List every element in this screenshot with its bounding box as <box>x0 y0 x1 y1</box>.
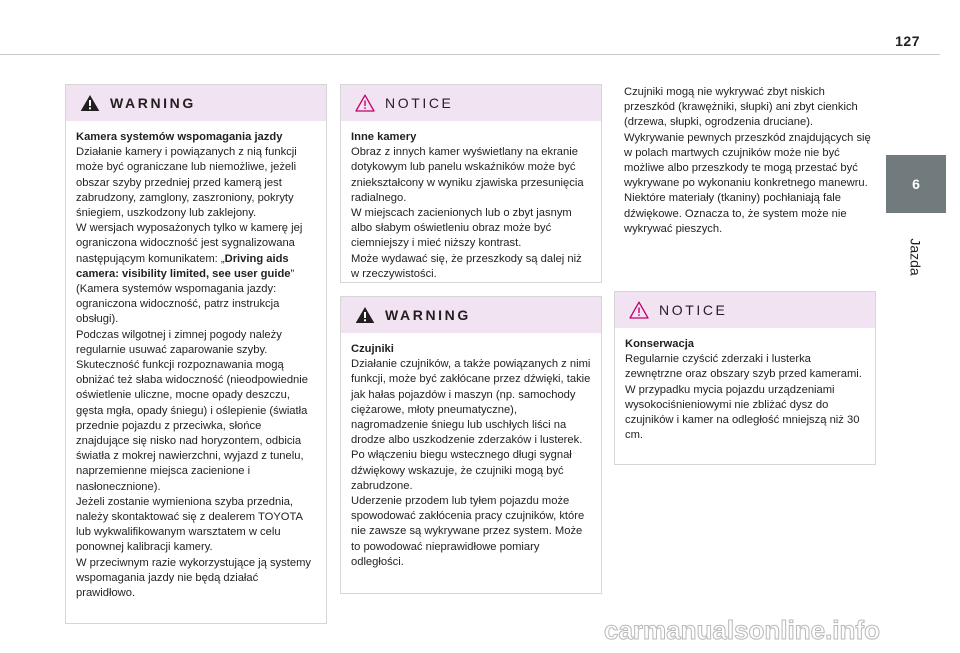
paragraph: Czujniki mogą nie wykrywać zbyt niskich przeszkód (krawężniki, słupki) ani zbyt cienkich (drzewa, słupki, ogrodzenia druciane). <box>624 86 858 129</box>
notice-box-maintenance <box>614 291 876 465</box>
warning-label: WARNING <box>385 307 471 323</box>
paragraph-text: W wersjach wyposażonych tylko w kamerę jej ograniczona widoczność jest sygnalizowana następującym komunikatem: <box>76 222 303 265</box>
notice-subtitle: Konserwacja <box>625 338 695 350</box>
warning-body <box>66 121 326 601</box>
paragraph: W przeciwnym razie wykorzystujące ją systemy wspomagania jazdy nie będą działać prawidłowo. <box>76 556 311 600</box>
warning-triangle-icon <box>80 94 100 112</box>
notice-triangle-icon <box>629 301 649 319</box>
quote-open: „ <box>220 252 225 265</box>
paragraph: W miejscach zacienionych lub o zbyt jasnym albo słabym oświetleniu obraz może być ciemniejszy i mieć niższy kontrast. <box>351 207 572 250</box>
paragraph <box>76 221 316 282</box>
warning-body <box>341 333 601 570</box>
paragraph: Niektóre materiały (tkaniny) pochłaniają fale dźwiękowe. Oznacza to, że system może nie wykrywać pieszych. <box>624 192 847 235</box>
notice-subtitle: Inne kamery <box>351 131 417 143</box>
paragraph: Regularnie czyścić zderzaki i lusterka zewnętrzne oraz obszary szyb przed kamerami. <box>625 353 862 381</box>
watermark-logo <box>600 612 930 648</box>
notice-body <box>341 121 601 282</box>
paragraph: Wykrywanie pewnych przeszkód znajdujących się w polach martwych czujników może nie być możliwe albo przeszkody te mogą przestać być wykrywane po wykonaniu konkretnego manewru. <box>624 131 871 190</box>
paragraph: Po włączeniu biegu wstecznego długi sygnał dźwiękowy wskazuje, że czujniki mogą być zabrudzone. <box>351 449 572 492</box>
paragraph: Może wydawać się, że przeszkody są dalej niż w rzeczywistości. <box>351 252 582 280</box>
notice-header <box>615 292 875 328</box>
warning-header <box>341 297 601 333</box>
paragraph: (Kamera systemów wspomagania jazdy: ograniczona widoczność, patrz instrukcja obsługi). <box>76 283 280 326</box>
page-number: 127 <box>895 33 920 49</box>
paragraph: Skuteczność funkcji rozpoznawania mogą obniżać też słaba widoczność (nieodpowiednie oświetlenie uliczne, mocne opady deszczu, gęsta mgła, opady śniegu) i oślepienie (światła przednie pojazdu z przeciwka, słońce znajdujące się nisko nad horyzontem, odbicia światła z mokrej nawierzchni, wyjazd z tunelu, naprzemienne miejsca zacienione i nasłonecznione). <box>76 359 308 493</box>
warning-box-camera <box>65 84 327 624</box>
paragraph: W przypadku mycia pojazdu urządzeniami wysokociśnieniowymi nie zbliżać dysz do czujników i kamer na odległość mniejszą niż 30 cm. <box>625 383 860 442</box>
chapter-title-text: Jazda <box>907 238 924 276</box>
warning-subtitle: Kamera systemów wspomagania jazdy <box>76 131 283 143</box>
notice-box-cameras <box>340 84 602 283</box>
chapter-number: 6 <box>912 176 920 192</box>
dashboard-message: Driving aids camera: visibility limited, see user guide <box>76 252 291 280</box>
notice-header <box>341 85 601 121</box>
paragraph: Działanie kamery i powiązanych z nią funkcji może być ograniczane lub niemożliwe, jeżeli obszar szyby przedniej przed kamerą jest zabrudzony, zamglony, zaszroniony, pokryty śniegiem, uszkodzony lub zaklejony. <box>76 146 297 220</box>
sensors-continued-text <box>624 85 876 237</box>
header-rule <box>0 54 940 55</box>
warning-triangle-icon <box>355 306 375 324</box>
paragraph: Jeżeli zostanie wymieniona szyba przednia, należy skontaktować się z dealerem TOYOTA lub wykwalifikowanym warsztatem w celu ponownej kalibracji kamery. <box>76 495 303 554</box>
watermark-text: carmanualsonline.info <box>604 615 880 645</box>
watermark <box>600 612 930 648</box>
warning-label: WARNING <box>110 95 196 111</box>
paragraph: Obraz z innych kamer wyświetlany na ekranie dotykowym lub panelu wskaźników może być zniekształcony w wyniku zjawiska przesunięcia radialnego. <box>351 146 584 204</box>
notice-label: NOTICE <box>659 302 728 318</box>
warning-subtitle: Czujniki <box>351 343 394 355</box>
warning-box-sensors <box>340 296 602 594</box>
notice-label: NOTICE <box>385 95 454 111</box>
paragraph: Uderzenie przodem lub tyłem pojazdu może spowodować zakłócenia pracy czujników, które nie zawsze są wykrywane przez system. Może to powodować nieprawidłowe pomiary odległości. <box>351 495 585 568</box>
paragraph: Działanie czujników, a także powiązanych z nimi funkcji, może być zakłócane przez dźwięki, takie jak hałas pojazdów i maszyn (np. samochody ciężarowe, młoty pneumatyczne), nagromadzenie śniegu lub uschłych liści na drodze albo uszkodzenie zderzaków i lusterek. <box>351 358 591 447</box>
chapter-title <box>889 212 943 302</box>
chapter-tab[interactable] <box>886 155 946 213</box>
notice-body <box>615 328 875 443</box>
quote-close: ” <box>290 267 295 280</box>
paragraph: Podczas wilgotnej i zimnej pogody należy regularnie usuwać zaparowanie szyby. <box>76 328 282 356</box>
notice-triangle-icon <box>355 94 375 112</box>
warning-header <box>66 85 326 121</box>
